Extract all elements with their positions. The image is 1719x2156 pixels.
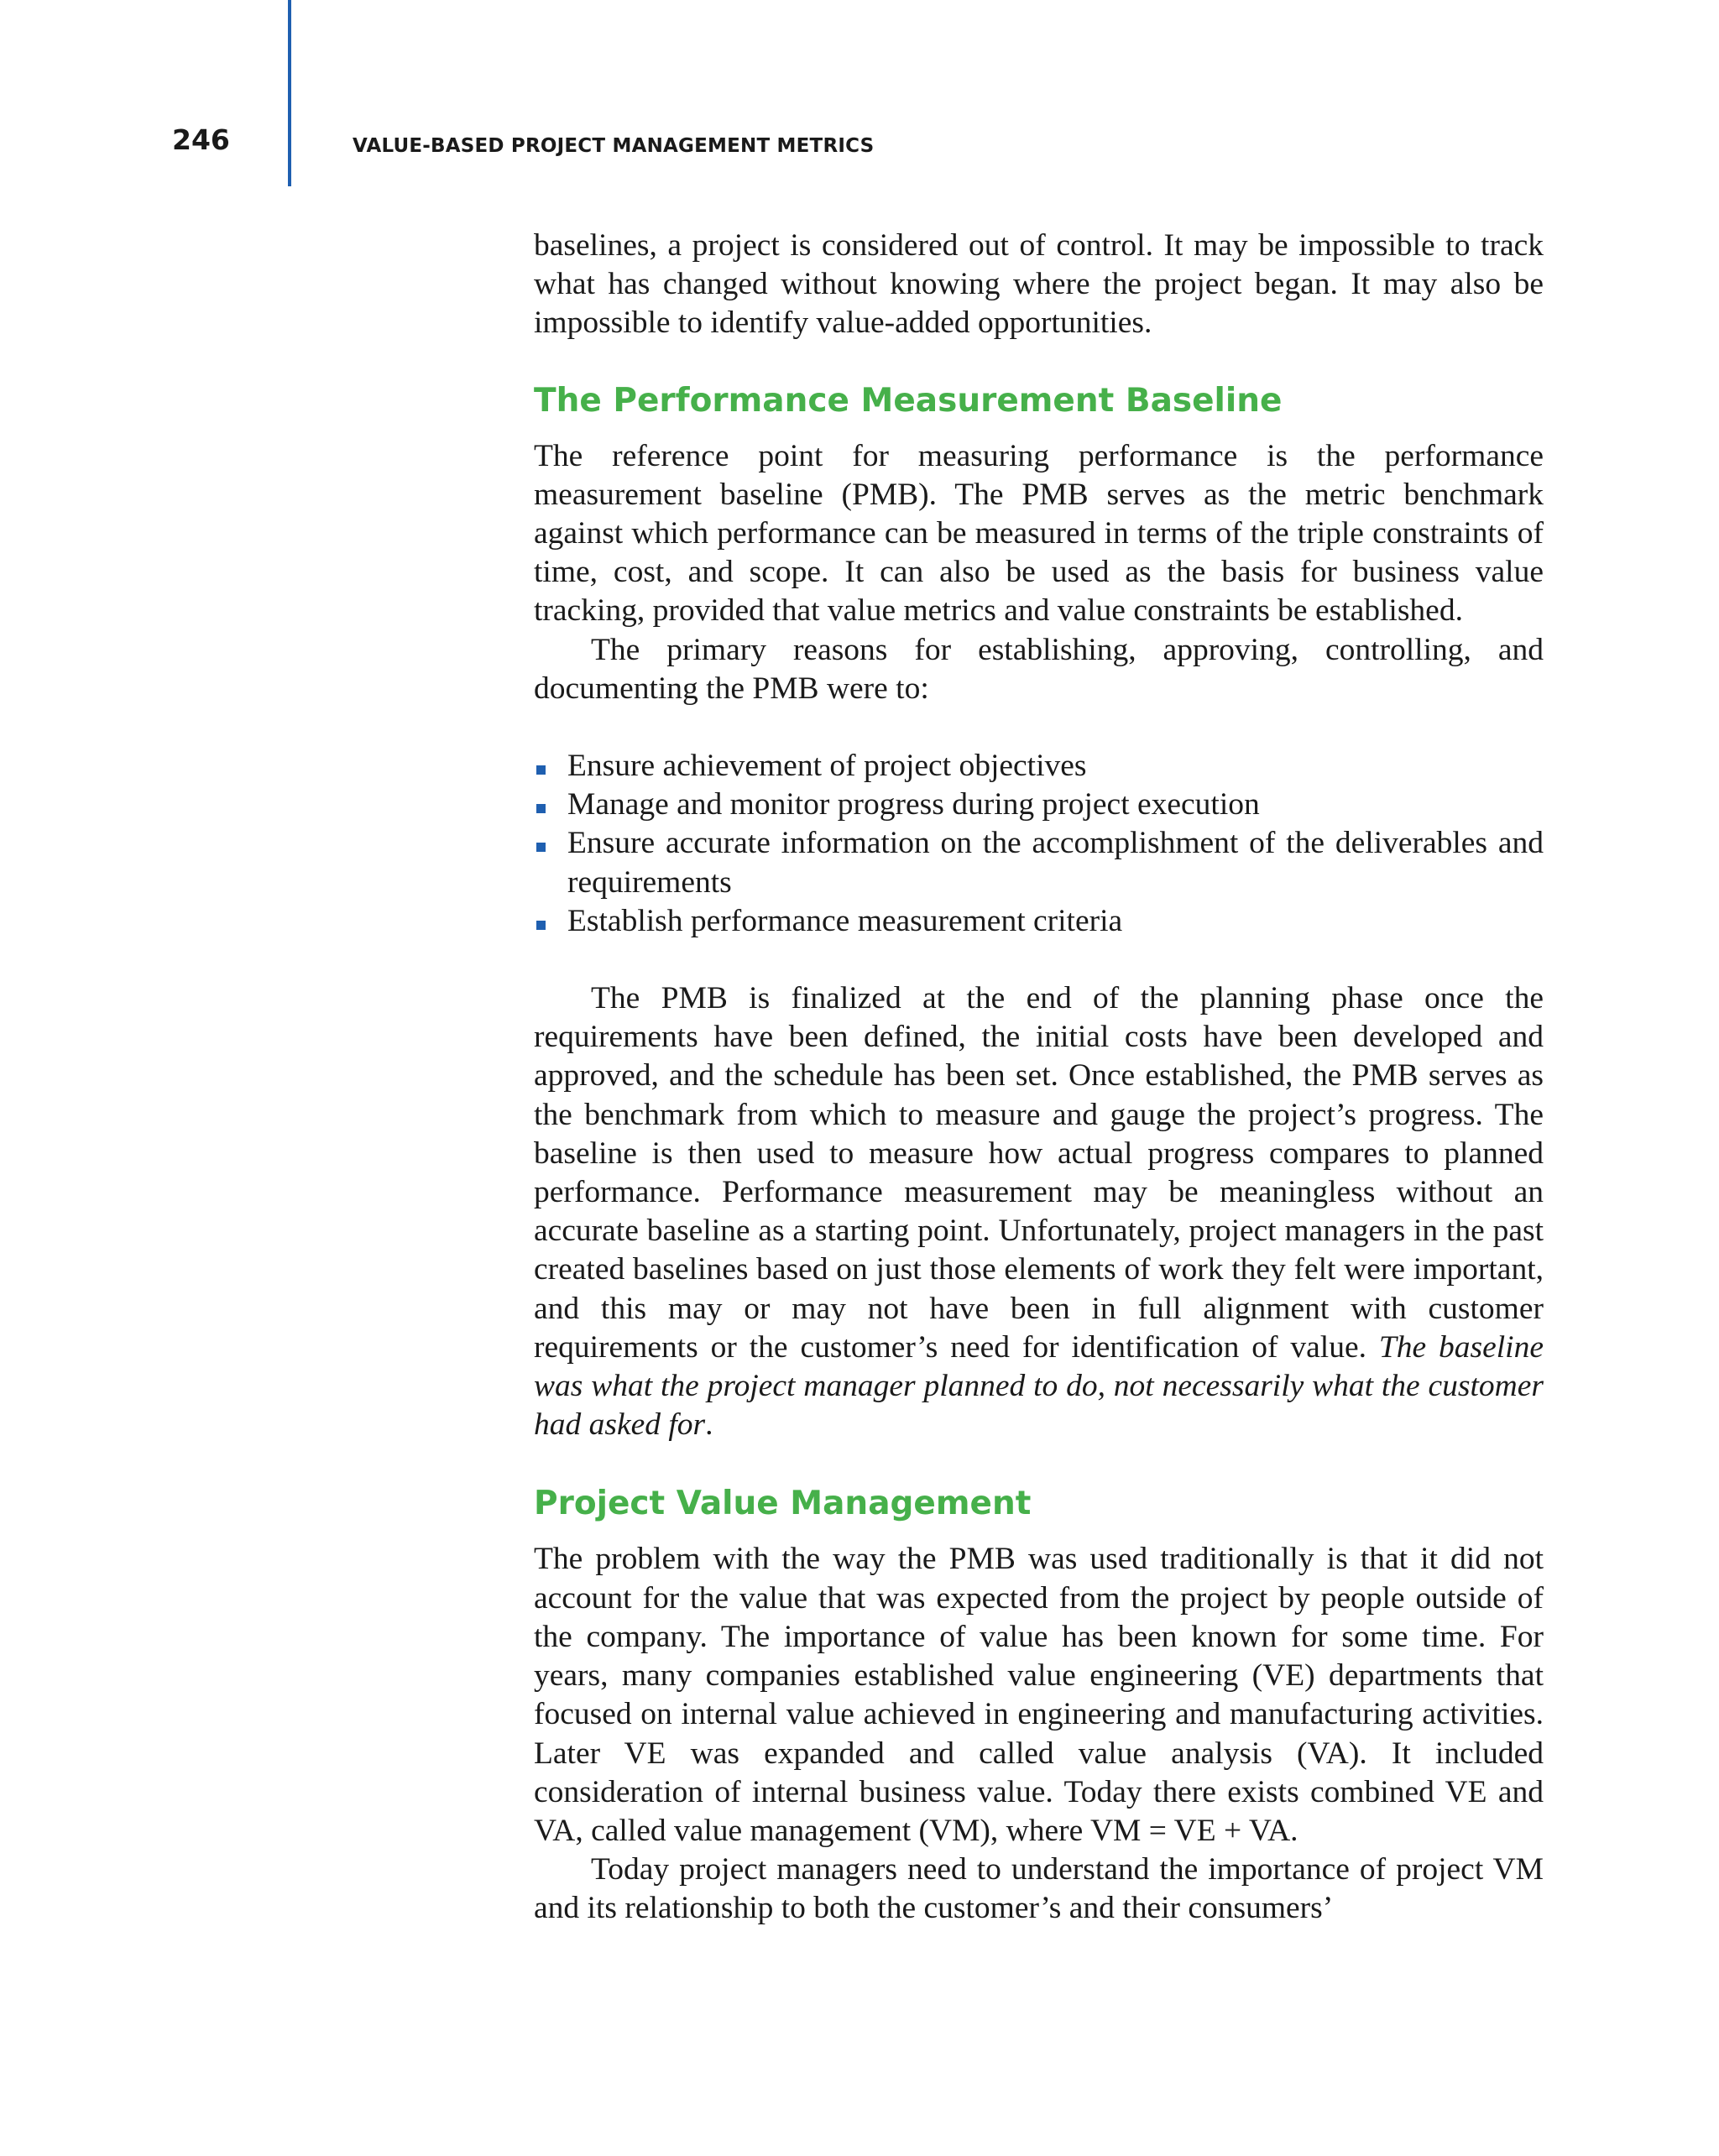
header-vertical-rule — [288, 0, 291, 186]
list-item-text: Ensure accurate information on the accomplishment of the deliverables and requirements — [567, 826, 1544, 900]
list-item — [534, 747, 1544, 786]
value-management-paragraph: The problem with the way the PMB was used traditionally is that it did not account for the value that was expected from the project by people outside of the company. The importance of value has been known for some time. For years, many companies established value engineering (VE) departments that focused on internal value achieved in engineering and manufacturing activities. Later VE was expanded and called value analysis (VA). It included consideration of internal business value. Today there exists combined VE and VA, called value management (VM), where VM = VE + VA. — [534, 1542, 1544, 1848]
page-number: 246 — [172, 123, 230, 156]
main-text-column — [534, 227, 1544, 1929]
pmb-reasons-list — [534, 747, 1544, 941]
bullet-square-icon — [536, 765, 546, 775]
pmb-definition-paragraph: The reference point for measuring performance is the performance measurement baseline (PMB). The PMB serves as the metric benchmark against which performance can be measured in terms of the triple constraints of time, cost, and scope. It can also be used as the basis for business value tracking, provided that value metrics and value constraints be established. — [534, 438, 1544, 629]
pmb-finalization-paragraph — [534, 979, 1544, 1444]
pmb-finalization-italic-text: The baseline was what the project manager planned to do, not necessarily what the customer had asked for — [534, 1329, 1544, 1443]
bullet-square-icon — [536, 921, 546, 930]
list-item-text: Establish performance measurement criteria — [567, 903, 1123, 938]
pmb-finalization-text: The PMB is finalized at the end of the planning phase once the requirements have been defined, the initial costs have been developed and approved, and the schedule has been set. Once established, the PMB serves as the benchmark from which to measure and gauge the project’s progress. The baseline is then used to measure how actual progress compares to planned performance. Performance measurement may be meaningless without an accurate baseline as a starting point. Unfortunately, project managers in the past created baselines based on just those elements of work they felt were important, and this may or may not have been in full alignment with customer requirements or the customer’s need for identification of value. — [534, 981, 1544, 1365]
pmb-finalization-period: . — [705, 1407, 713, 1443]
list-item — [534, 824, 1544, 901]
intro-paragraph: baselines, a project is considered out of control. It may be impossible to track what has changed without knowing where the project began. It may also be impossible to identify value-added opportunities. — [534, 228, 1544, 341]
list-item — [534, 786, 1544, 824]
bullet-square-icon — [536, 804, 546, 813]
project-vm-paragraph: Today project managers need to understand the importance of project VM and its relationship to both the customer’s and their consumers’ — [534, 1852, 1544, 1926]
list-item-text: Manage and monitor progress during project execution — [567, 787, 1260, 822]
list-item — [534, 902, 1544, 941]
list-item-text: Ensure achievement of project objectives — [567, 749, 1087, 784]
bullet-square-icon — [536, 843, 546, 852]
pmb-reasons-intro-paragraph: The primary reasons for establishing, approving, controlling, and documenting the PMB were to: — [534, 632, 1544, 706]
section-heading-performance-measurement-baseline: The Performance Measurement Baseline — [534, 381, 1283, 420]
section-heading-project-value-management: Project Value Management — [534, 1485, 1032, 1523]
running-head: VALUE-BASED PROJECT MANAGEMENT METRICS — [353, 135, 875, 157]
